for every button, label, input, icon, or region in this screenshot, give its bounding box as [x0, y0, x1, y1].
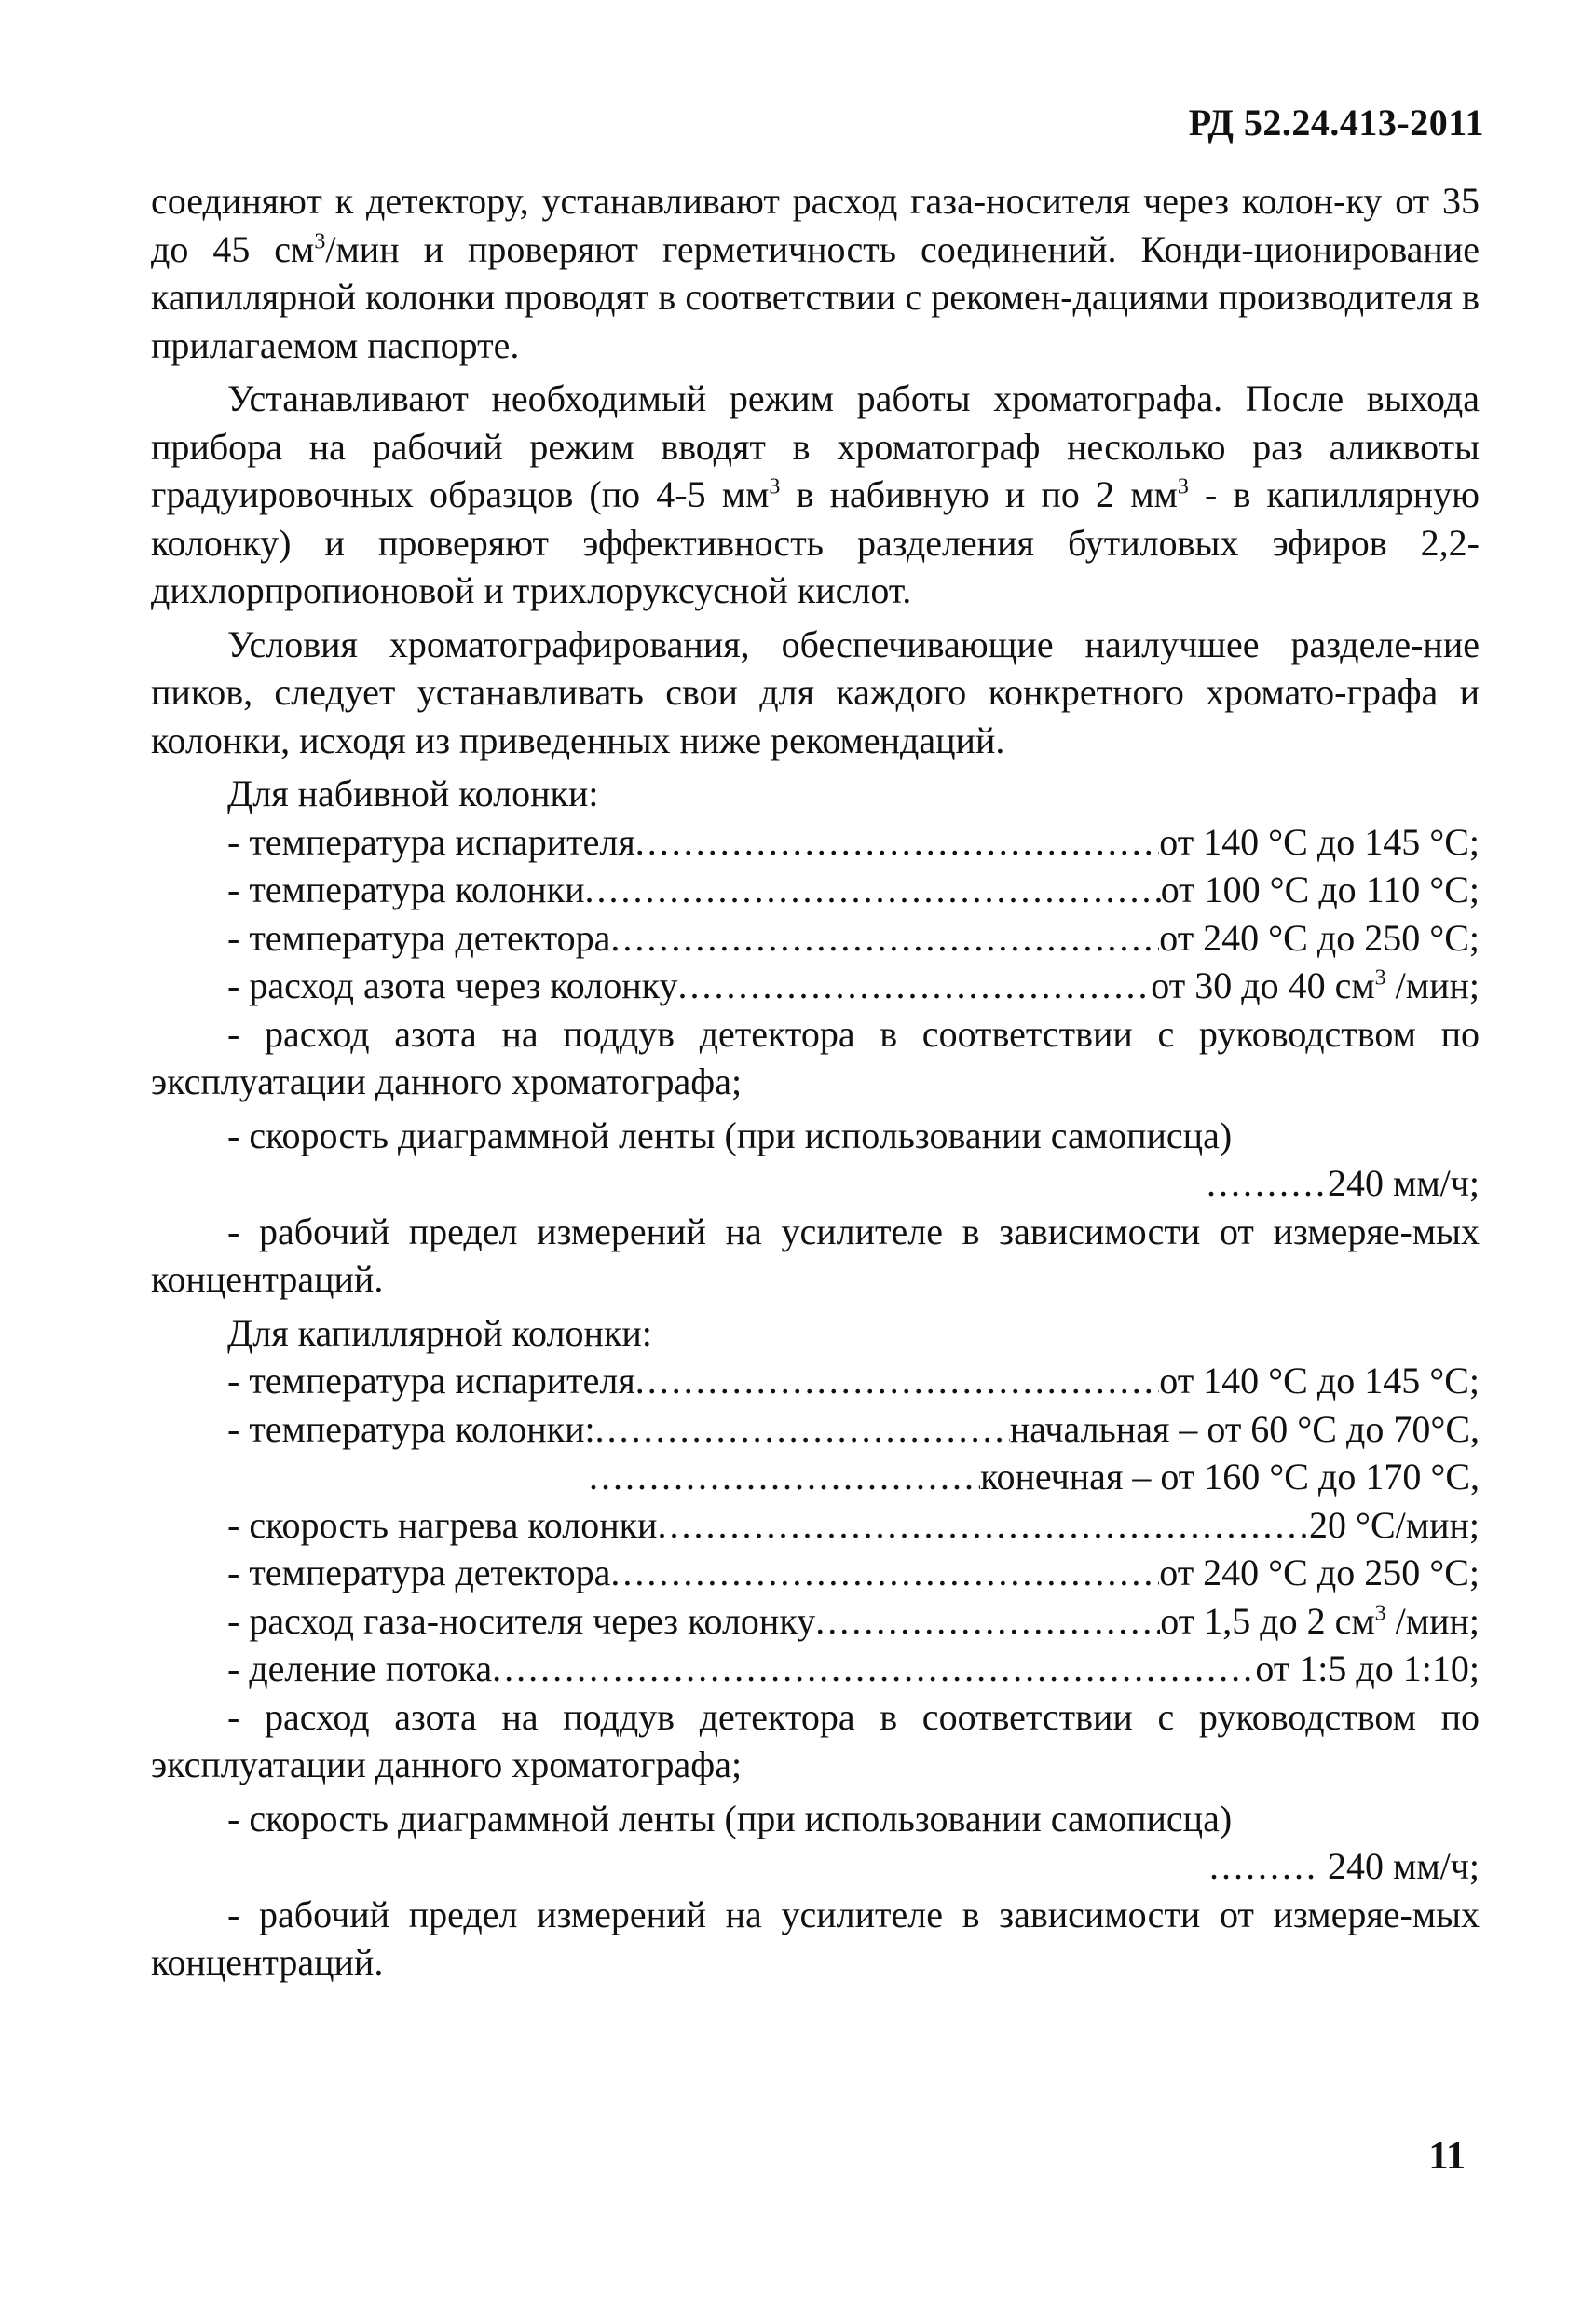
- dot-leader: [595, 1405, 1010, 1454]
- paragraph-text: - в капиллярную колонку) и проверяют эффективность разделения бутиловых эфиров 2,2-дихлорпропионовой и трихлоруксусной кислот.: [151, 473, 1480, 611]
- capillary-row-split: [151, 1645, 1480, 1693]
- superscript: 3: [769, 474, 781, 499]
- dot-leader: ..........: [1207, 1162, 1329, 1204]
- row-label: - температура детектора: [227, 916, 611, 959]
- row-value: от 140 °С до 145 °С;: [1159, 820, 1480, 863]
- row-label: - температура испарителя: [227, 820, 635, 863]
- row-value: [1151, 962, 1480, 1010]
- row-label: - температура испарителя: [227, 1360, 635, 1402]
- dot-leader: [635, 818, 1159, 867]
- capillary-row-final-temp: [151, 1453, 1480, 1501]
- row-value: начальная – от 60 °С до 70°С,: [1009, 1407, 1480, 1450]
- row-value: от 1:5 до 1:10;: [1255, 1648, 1480, 1689]
- dot-leader: [635, 1357, 1159, 1405]
- value-text: от 1,5 до 2 см: [1160, 1599, 1375, 1642]
- paragraph-text: Устанавливают необходимый режим работы хроматографа. После выхода прибора на рабочий режим вводят в хроматограф несколько раз аликвоты градуировочных образцов (по 4-5 мм: [151, 377, 1480, 515]
- row-label: - температура детектора: [227, 1552, 611, 1593]
- row-value: от 100 °С до 110 °С;: [1160, 868, 1480, 910]
- paragraph-text: /мин и проверяют герметичность соединений. Конди-ционирование капиллярной колонки проводят в соответствии с рекомен-дациями производителя в прилагаемом паспорте.: [151, 227, 1480, 366]
- dot-leader: [678, 962, 1152, 1010]
- superscript: 3: [1177, 474, 1189, 499]
- packed-row-evaporator: [151, 818, 1480, 867]
- packed-chart-speed: - скорость диаграммной ленты (при использовании самописца): [227, 1114, 1233, 1156]
- superscript: 3: [1374, 965, 1386, 991]
- value-text: /мин;: [1385, 964, 1480, 1006]
- packed-row-nitrogen-flow: [151, 962, 1480, 1010]
- paragraph-connection: [151, 177, 1480, 369]
- superscript: 3: [314, 229, 326, 254]
- dot-leader: [610, 914, 1159, 963]
- capillary-row-carrier-flow: [151, 1597, 1480, 1646]
- superscript: 3: [1374, 1601, 1386, 1626]
- row-value: 240 мм/ч;: [1328, 1162, 1480, 1204]
- capillary-chart-speed: - скорость диаграммной ленты (при использовании самописца): [227, 1797, 1233, 1839]
- row-label: - расход азота через колонку: [227, 964, 678, 1006]
- capillary-purge: - расход азота на поддув детектора в соответствии с руководством по эксплуатации данного хроматографа;: [151, 1695, 1480, 1785]
- row-value: 20 °С/мин;: [1308, 1503, 1480, 1546]
- capillary-range: - рабочий предел измерений на усилителе в зависимости от измеряе-мых концентраций.: [151, 1893, 1480, 1983]
- paragraph-text: в набивную и по 2 мм: [780, 473, 1178, 515]
- capillary-column-heading: Для капиллярной колонки:: [227, 1311, 652, 1354]
- capillary-row-column-temp: [151, 1405, 1480, 1454]
- dot-leader: [492, 1645, 1255, 1693]
- row-value: от 240 °С до 250 °С;: [1159, 1552, 1480, 1593]
- dot-leader: [589, 1453, 980, 1501]
- paragraph-mode: [151, 375, 1480, 615]
- dot-leader: [610, 1549, 1159, 1597]
- dot-leader: [815, 1597, 1160, 1646]
- row-value: от 240 °С до 250 °С;: [1159, 916, 1480, 959]
- dot-leader: .........: [1209, 1845, 1319, 1887]
- packed-purge: - расход азота на поддув детектора в соответствии с руководством по эксплуатации данного хроматографа;: [151, 1012, 1480, 1102]
- capillary-row-detector-temp: [151, 1549, 1480, 1597]
- value-text: от 30 до 40 см: [1151, 964, 1375, 1006]
- dot-leader: [657, 1501, 1309, 1550]
- capillary-chart-speed-value-row: [151, 1842, 1480, 1891]
- row-label: - расход газа-носителя через колонку: [227, 1599, 816, 1642]
- packed-chart-speed-value-row: [151, 1159, 1480, 1208]
- row-label: - температура колонки: [227, 868, 585, 910]
- capillary-row-heating-rate: [151, 1501, 1480, 1550]
- packed-column-heading: Для набивной колонки:: [227, 773, 599, 814]
- paragraph-conditions: Условия хроматографирования, обеспечивающие наилучшее разделе-ние пиков, следует устанавливать свои для каждого конкретного хромато-графа и колонки, исходя из приведенных ниже рекомендаций.: [151, 622, 1480, 761]
- page-number: 11: [1428, 2135, 1466, 2178]
- row-value: [1160, 1597, 1480, 1646]
- value-text: /мин;: [1385, 1599, 1480, 1642]
- row-label: - скорость нагрева колонки: [227, 1503, 658, 1546]
- packed-row-detector-temp: [151, 914, 1480, 963]
- capillary-row-evaporator: [151, 1357, 1480, 1405]
- row-value: от 140 °С до 145 °С;: [1159, 1360, 1480, 1402]
- paragraph-text: соединяют к детектору, устанавливают расход газа-носителя через колон-ку от 35 до 45 см: [151, 180, 1480, 270]
- body-text: [151, 177, 1480, 1992]
- row-label: - температура колонки:: [227, 1407, 595, 1450]
- row-label: - деление потока: [227, 1648, 493, 1689]
- row-value: конечная – от 160 °С до 170 °С,: [980, 1456, 1480, 1497]
- packed-range: - рабочий предел измерений на усилителе в зависимости от измеряе-мых концентраций.: [151, 1210, 1480, 1300]
- row-value: 240 мм/ч;: [1318, 1845, 1480, 1887]
- packed-row-column-temp: [151, 866, 1480, 914]
- dot-leader: [585, 866, 1161, 914]
- document-code: РД 52.24.413-2011: [1188, 102, 1484, 144]
